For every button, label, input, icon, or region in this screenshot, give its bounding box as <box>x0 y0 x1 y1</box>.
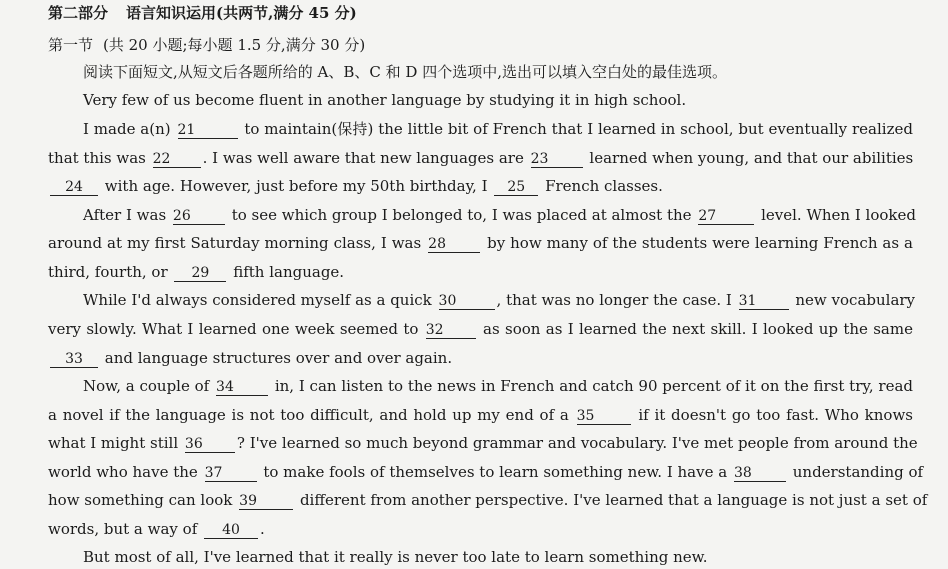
blank-26: 26 <box>173 208 225 225</box>
blank-38: 38 <box>734 465 786 482</box>
paragraph-1: Very few of us become fluent in another language by studying it in high school. <box>83 91 687 109</box>
blank-32: 32 <box>426 322 476 339</box>
blank-21: 21 <box>178 122 238 139</box>
instructions: 阅读下面短文,从短文后各题所给的 A、B、C 和 D 四个选项中,选出可以填入空白处的最佳选项。 <box>83 63 727 81</box>
section-heading <box>48 35 948 55</box>
blank-36: 36 <box>185 436 235 453</box>
passage-line-10: 33 and language structures over and over again. <box>48 348 948 368</box>
passage-line-16: words, but a way of 40 . <box>48 520 265 538</box>
passage-line-15: how something can look 39 different from another perspective. I've learned that a language is not just a set of <box>48 491 928 509</box>
passage-line-3: that this was 22 . I was well aware that new languages are 23 learned when young, and that our abilities <box>48 149 914 167</box>
passage-line-14: world who have the 37 to make fools of themselves to learn something new. I have a 38 understanding of <box>48 463 924 481</box>
blank-29: 29 <box>174 265 226 282</box>
blank-33: 33 <box>50 351 98 368</box>
blank-27: 27 <box>698 208 754 225</box>
section-detail: (共 20 小题;每小题 1.5 分,满分 30 分) <box>103 36 366 54</box>
passage-line-6: around at my first Saturday morning class, I was 28 by how many of the students were learning French as a <box>48 234 913 252</box>
passage-line-11: Now, a couple of 34 in, I can listen to the news in French and catch 90 percent of it on the first try, read <box>83 377 914 395</box>
blank-39: 39 <box>239 493 293 510</box>
blank-40: 40 <box>204 522 258 539</box>
passage-line-4: 24 with age. However, just before my 50th birthday, I 25 French classes. <box>48 176 948 196</box>
blank-23: 23 <box>531 151 583 168</box>
blank-28: 28 <box>428 236 480 253</box>
blank-37: 37 <box>205 465 257 482</box>
part-heading <box>48 3 948 23</box>
blank-35: 35 <box>577 408 631 425</box>
passage-line-8: While I'd always considered myself as a quick 30 , that was no longer the case. I 31 new vocabulary <box>83 291 916 309</box>
blank-22: 22 <box>153 151 201 168</box>
blank-31: 31 <box>739 293 789 310</box>
passage-line-13: what I might still 36 ? I've learned so much beyond grammar and vocabulary. I've met people from around the <box>48 434 918 452</box>
paragraph-last: But most of all, I've learned that it really is never too late to learn something new. <box>83 548 708 566</box>
passage-line-12: a novel if the language is not too difficult, and hold up my end of a 35 if it doesn't go too fast. Who knows <box>48 406 913 424</box>
blank-24: 24 <box>50 179 98 196</box>
blank-30: 30 <box>439 293 495 310</box>
section-label: 第一节 <box>48 36 94 54</box>
passage-line-5: After I was 26 to see which group I belonged to, I was placed at almost the 27 level. When I looked <box>83 206 916 224</box>
blank-34: 34 <box>216 379 268 396</box>
part-label: 第二部分 <box>48 4 109 22</box>
part-title: 语言知识运用(共两节,满分 45 分) <box>126 4 357 22</box>
passage-line-2: I made a(n) 21 to maintain(保持) the little bit of French that I learned in school, but eventually realized <box>83 120 913 138</box>
passage-line-7: third, fourth, or 29 fifth language. <box>48 263 345 281</box>
blank-25: 25 <box>494 179 538 196</box>
passage-line-9: very slowly. What I learned one week seemed to 32 as soon as I learned the next skill. I looked up the same <box>48 320 913 338</box>
